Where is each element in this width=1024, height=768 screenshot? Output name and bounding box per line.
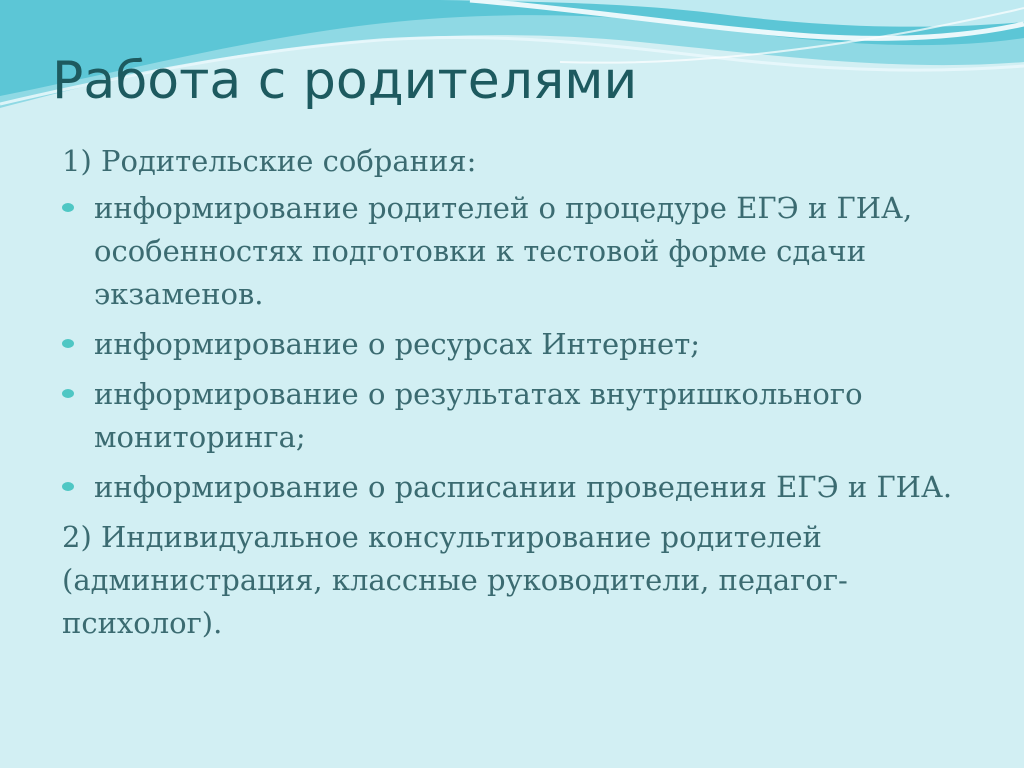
list-item — [62, 373, 962, 459]
list-item — [62, 187, 962, 316]
bullet-icon — [62, 203, 74, 212]
bullet-icon — [62, 339, 74, 348]
bullet-text: информирование о расписании проведения ЕГЭ и ГИА. — [94, 470, 953, 504]
slide-body — [62, 140, 962, 645]
list-item — [62, 466, 962, 509]
bullet-list — [62, 187, 962, 509]
section-parent-meetings: 1) Родительские собрания: — [62, 144, 477, 178]
list-item — [62, 323, 962, 366]
bullet-icon — [62, 482, 74, 491]
section-individual-consulting: 2) Индивидуальное консультирование родителей (администрация, классные руководители, педагог-психолог). — [62, 520, 848, 640]
bullet-text: информирование о ресурсах Интернет; — [94, 327, 701, 361]
bullet-icon — [62, 389, 74, 398]
bullet-text: информирование родителей о процедуре ЕГЭ и ГИА, особенностях подготовки к тестовой форме сдачи экзаменов. — [94, 191, 913, 311]
slide-title: Работа с родителями — [52, 51, 638, 111]
bullet-text: информирование о результатах внутришкольного мониторинга; — [94, 377, 863, 454]
